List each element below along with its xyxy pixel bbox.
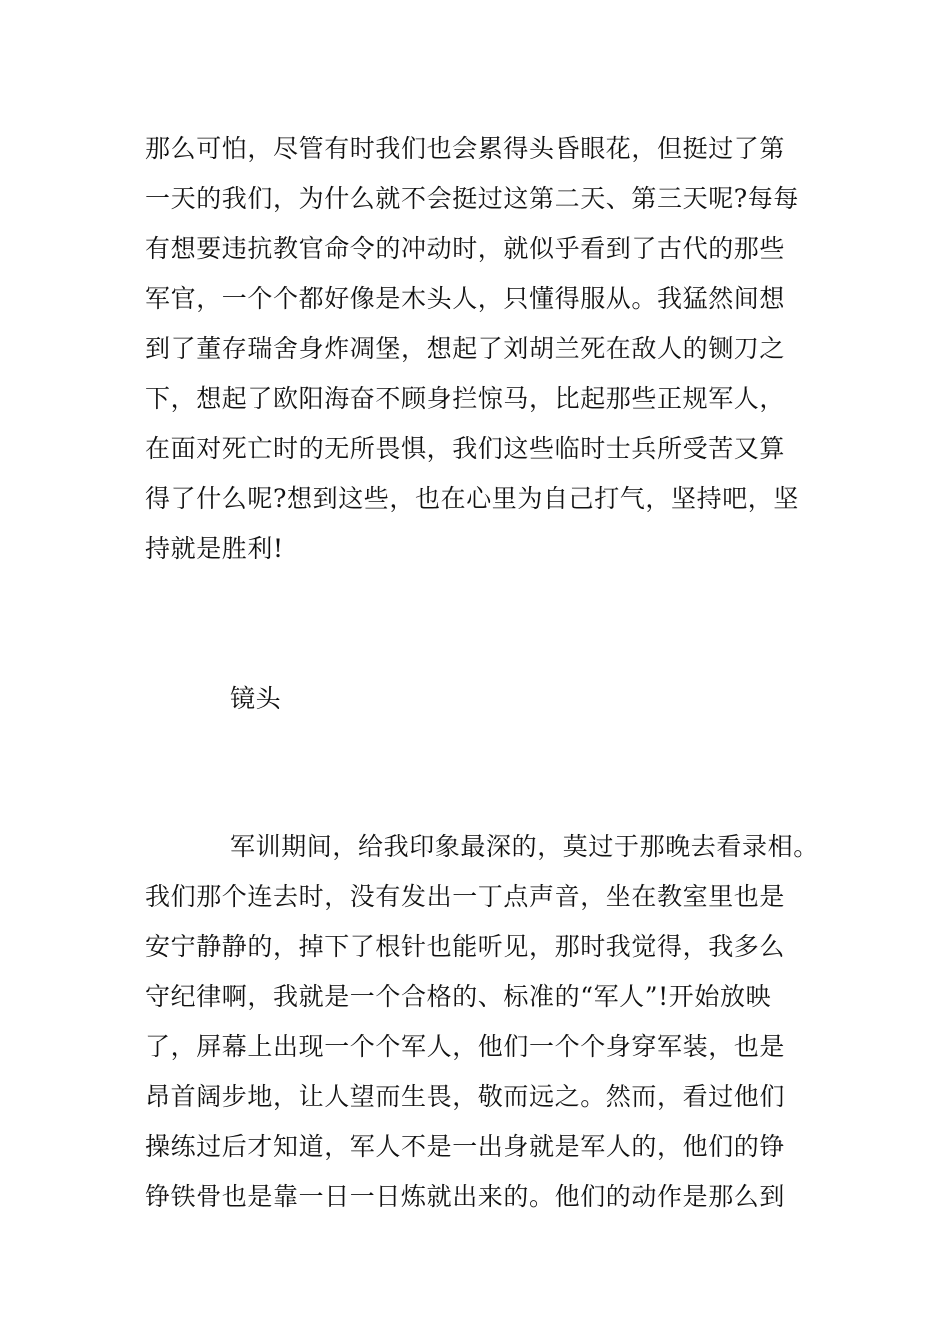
text-line: 了，屏幕上出现一个个军人，他们一个个身穿军装，也是 [145,1032,786,1061]
text-line: 军训期间，给我印象最深的，莫过于那晚去看录相。 [230,832,819,861]
text-line: 一天的我们，为什么就不会挺过这第二天、第三天呢?每每 [145,184,800,213]
section-heading: 镜头 [230,684,282,713]
text-line: 有想要违抗教官命令的冲动时，就似乎看到了古代的那些 [145,234,786,263]
text-line: 安宁静静的，掉下了根针也能听见，那时我觉得，我多么 [145,932,786,961]
text-line: 我们那个连去时，没有发出一丁点声音，坐在教室里也是 [145,882,786,911]
text-line: 得了什么呢?想到这些，也在心里为自己打气，坚持吧，坚 [145,484,800,513]
text-line: 昂首阔步地，让人望而生畏，敬而远之。然而，看过他们 [145,1082,786,1111]
text-line: 那么可怕，尽管有时我们也会累得头昏眼花，但挺过了第 [145,134,786,163]
text-line: 守纪律啊，我就是一个合格的、标准的“军人”!开始放映 [145,982,772,1011]
text-line: 持就是胜利! [145,534,284,563]
text-line: 操练过后才知道，军人不是一出身就是军人的，他们的铮 [145,1132,786,1161]
text-line: 军官，一个个都好像是木头人，只懂得服从。我猛然间想 [145,284,786,313]
text-line: 铮铁骨也是靠一日一日炼就出来的。他们的动作是那么到 [145,1182,786,1211]
text-line: 到了董存瑞舍身炸凋堡，想起了刘胡兰死在敌人的铡刀之 [145,334,786,363]
text-line: 下，想起了欧阳海奋不顾身拦惊马，比起那些正规军人， [145,384,786,413]
text-line: 在面对死亡时的无所畏惧，我们这些临时士兵所受苦又算 [145,434,786,463]
